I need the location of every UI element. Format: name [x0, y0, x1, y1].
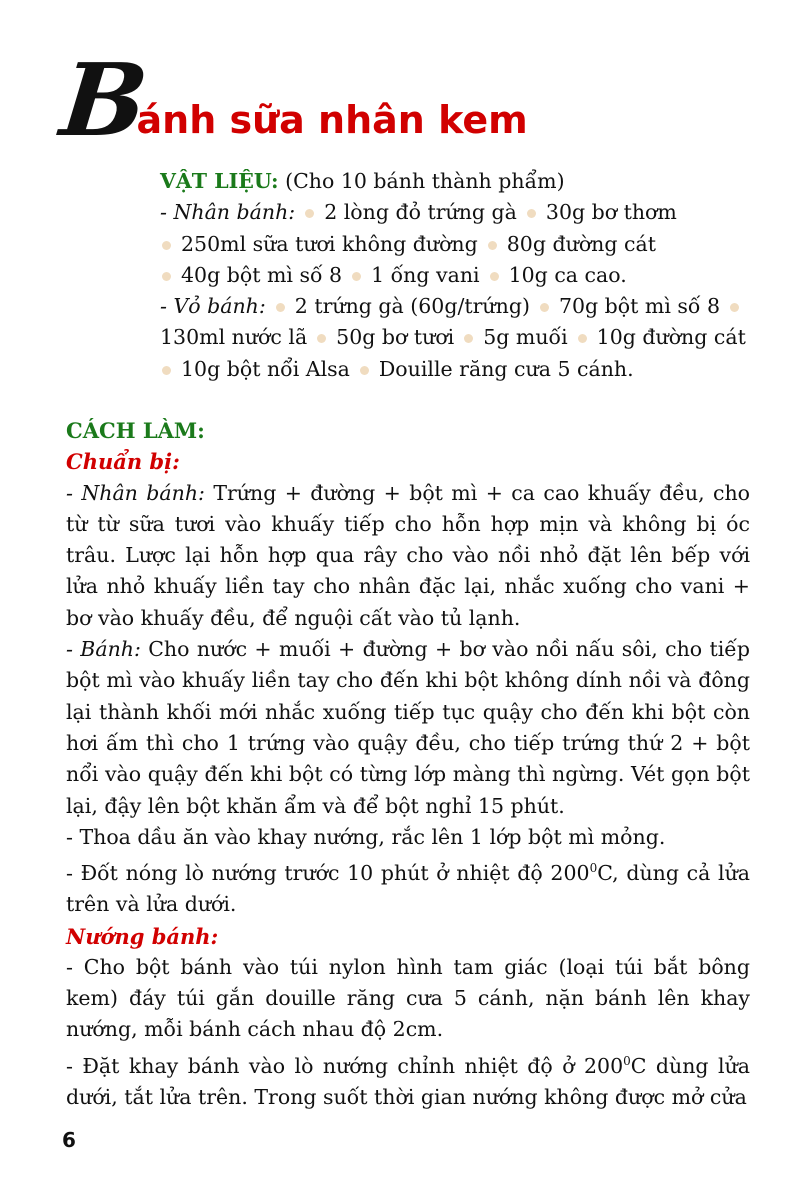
list-item: 40g bột mì số 8 — [181, 262, 343, 287]
list-item: 70g bột mì số 8 — [558, 294, 721, 319]
list-item: 50g bơ tươi — [336, 325, 455, 350]
shell-label: - Vỏ bánh: — [160, 294, 266, 319]
degree-sup: 0 — [589, 861, 598, 876]
bullet-icon — [488, 241, 497, 250]
filling-label: - Nhân bánh: — [160, 200, 296, 225]
bake-text-b: C dùng lửa dưới, tắt lửa trên. Trong suốt thời gian nướng không được mở cửa — [66, 1053, 750, 1109]
prep-step-preheat — [66, 853, 750, 920]
list-item: 250ml sữa tươi không đường — [181, 231, 478, 256]
method-section — [66, 415, 750, 1113]
prep-filling-paragraph — [66, 478, 750, 634]
bullet-icon — [162, 241, 171, 250]
yield-note: (Cho 10 bánh thành phẩm) — [285, 169, 565, 193]
bullet-icon — [730, 303, 739, 312]
title-drop-cap: B — [55, 41, 147, 159]
list-item: 80g đường cát — [506, 231, 656, 256]
list-item: 10g ca cao. — [508, 262, 627, 287]
bullet-icon — [162, 272, 171, 281]
materials-heading-line — [160, 166, 760, 197]
bullet-icon — [305, 209, 314, 218]
prep-shell-paragraph — [66, 634, 750, 822]
list-item: 30g bơ thơm — [545, 200, 677, 225]
filling-line-1 — [160, 197, 760, 228]
shell-line-1 — [160, 291, 760, 322]
list-item: 1 ống vani — [371, 262, 480, 287]
prep-heading: Chuẩn bị: — [66, 449, 180, 475]
prep-filling-text: Trứng + đường + bột mì + ca cao khuấy đều, cho từ từ sữa tươi vào khuấy tiếp cho hỗn hợp mịn và không bị óc trâu. Lược lại hỗn hợp qua rây cho vào nồi nhỏ đặt lên bếp với lửa nhỏ khuấy liền tay cho nhân đặc lại, nhắc xuống cho vani + bơ vào khuấy đều, để nguội cất vào tủ lạnh. — [66, 480, 751, 630]
list-item: 130ml nước lã — [160, 325, 308, 350]
bake-heading: Nướng bánh: — [66, 923, 219, 949]
shell-line-2 — [160, 322, 760, 353]
bullet-icon — [578, 334, 587, 343]
list-item: 2 trứng gà (60g/trứng) — [294, 294, 530, 319]
title-text: ánh sữa nhân kem — [136, 98, 528, 142]
prep-filling-label: - Nhân bánh: — [66, 480, 205, 505]
bake-step-oven — [66, 1046, 750, 1113]
bullet-icon — [490, 272, 499, 281]
list-item: 10g bột nổi Alsa — [181, 356, 350, 381]
list-item: 5g muối — [483, 325, 568, 350]
page-number: 6 — [62, 1128, 76, 1152]
filling-line-3 — [160, 260, 760, 291]
bullet-icon — [527, 209, 536, 218]
bullet-icon — [464, 334, 473, 343]
prep-step-grease: - Thoa dầu ăn vào khay nướng, rắc lên 1 lớp bột mì mỏng. — [66, 824, 666, 849]
bake-step-pipe: - Cho bột bánh vào túi nylon hình tam giác (loại túi bắt bông kem) đáy túi gắn douille răng cưa 5 cánh, nặn bánh lên khay nướng, mỗi bánh cách nhau độ 2cm. — [66, 954, 750, 1042]
list-item: Douille răng cưa 5 cánh. — [378, 356, 634, 381]
materials-section — [160, 166, 760, 385]
prep-shell-text: Cho nước + muối + đường + bơ vào nồi nấu sôi, cho tiếp bột mì vào khuấy liền tay cho đến khi bột không dính nồi và đông lại thành khối mới nhắc xuống tiếp tục quậy cho đến khi bột còn hơi ấm thì cho 1 trứng vào quậy đều, cho tiếp trứng thứ 2 + bột nổi vào quậy đến khi bột có từng lớp màng thì ngừng. Vét gọn bột lại, đậy lên bột khăn ẩm và để bột nghỉ 15 phút. — [66, 637, 750, 818]
list-item: 2 lòng đỏ trứng gà — [324, 200, 517, 225]
list-item: 10g đường cát — [596, 325, 746, 350]
prep-shell-label: - Bánh: — [66, 637, 141, 662]
bake-text-a: - Đặt khay bánh vào lò nướng chỉnh nhiệt độ ở 200 — [66, 1053, 624, 1078]
bullet-icon — [162, 366, 171, 375]
bullet-icon — [276, 303, 285, 312]
page-title — [55, 41, 532, 159]
degree-sup: 0 — [623, 1053, 631, 1068]
shell-line-3 — [160, 354, 760, 385]
method-heading: CÁCH LÀM: — [66, 418, 205, 443]
preheat-text-a: - Đốt nóng lò nướng trước 10 phút ở nhiệt độ 200 — [66, 860, 590, 885]
bullet-icon — [317, 334, 326, 343]
materials-heading: VẬT LIỆU: — [160, 169, 279, 193]
preheat-text-b: C, dùng cả lửa trên và lửa dưới. — [66, 860, 750, 917]
bullet-icon — [540, 303, 549, 312]
bullet-icon — [360, 366, 369, 375]
filling-line-2 — [160, 229, 760, 260]
bullet-icon — [352, 272, 361, 281]
